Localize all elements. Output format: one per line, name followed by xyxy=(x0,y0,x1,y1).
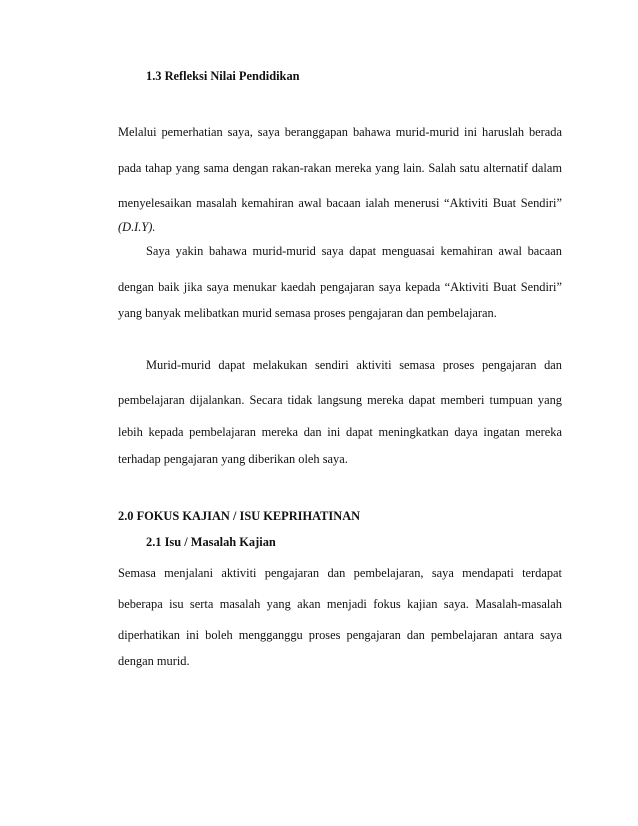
text-line: pada tahap yang sama dengan rakan-rakan mereka yang lain. Salah satu alternatif dalam xyxy=(118,161,562,175)
text-line: diperhatikan ini boleh mengganggu proses pengajaran dan pembelajaran antara saya xyxy=(118,628,562,642)
text-line: beberapa isu serta masalah yang akan menjadi fokus kajian saya. Masalah-masalah xyxy=(118,597,562,611)
section-heading-2-0: 2.0 FOKUS KAJIAN / ISU KEPRIHATINAN xyxy=(118,509,361,523)
section-heading-1-3: 1.3 Refleksi Nilai Pendidikan xyxy=(146,69,300,83)
text-line: Melalui pemerhatian saya, saya beranggapan bahawa murid-murid ini haruslah berada xyxy=(118,125,562,139)
text-line: Murid-murid dapat melakukan sendiri aktiviti semasa proses pengajaran dan xyxy=(146,358,562,372)
text-line: Saya yakin bahawa murid-murid saya dapat menguasai kemahiran awal bacaan xyxy=(146,244,562,258)
text-line: dengan murid. xyxy=(118,654,190,668)
text-line: dengan baik jika saya menukar kaedah pengajaran saya kepada “Aktiviti Buat Sendiri” xyxy=(118,280,562,294)
text-line: Semasa menjalani aktiviti pengajaran dan pembelajaran, saya mendapati terdapat xyxy=(118,566,562,580)
text-line: pembelajaran dijalankan. Secara tidak langsung mereka dapat memberi tumpuan yang xyxy=(118,393,562,407)
text-line: (D.I.Y). xyxy=(118,220,156,234)
text-line: menyelesaikan masalah kemahiran awal bacaan ialah menerusi “Aktiviti Buat Sendiri” xyxy=(118,196,562,210)
text-line: lebih kepada pembelajaran mereka dan ini dapat meningkatkan daya ingatan mereka xyxy=(118,425,562,439)
section-heading-2-1: 2.1 Isu / Masalah Kajian xyxy=(146,535,276,549)
text-line: terhadap pengajaran yang diberikan oleh saya. xyxy=(118,452,348,466)
text-line: yang banyak melibatkan murid semasa proses pengajaran dan pembelajaran. xyxy=(118,306,497,320)
